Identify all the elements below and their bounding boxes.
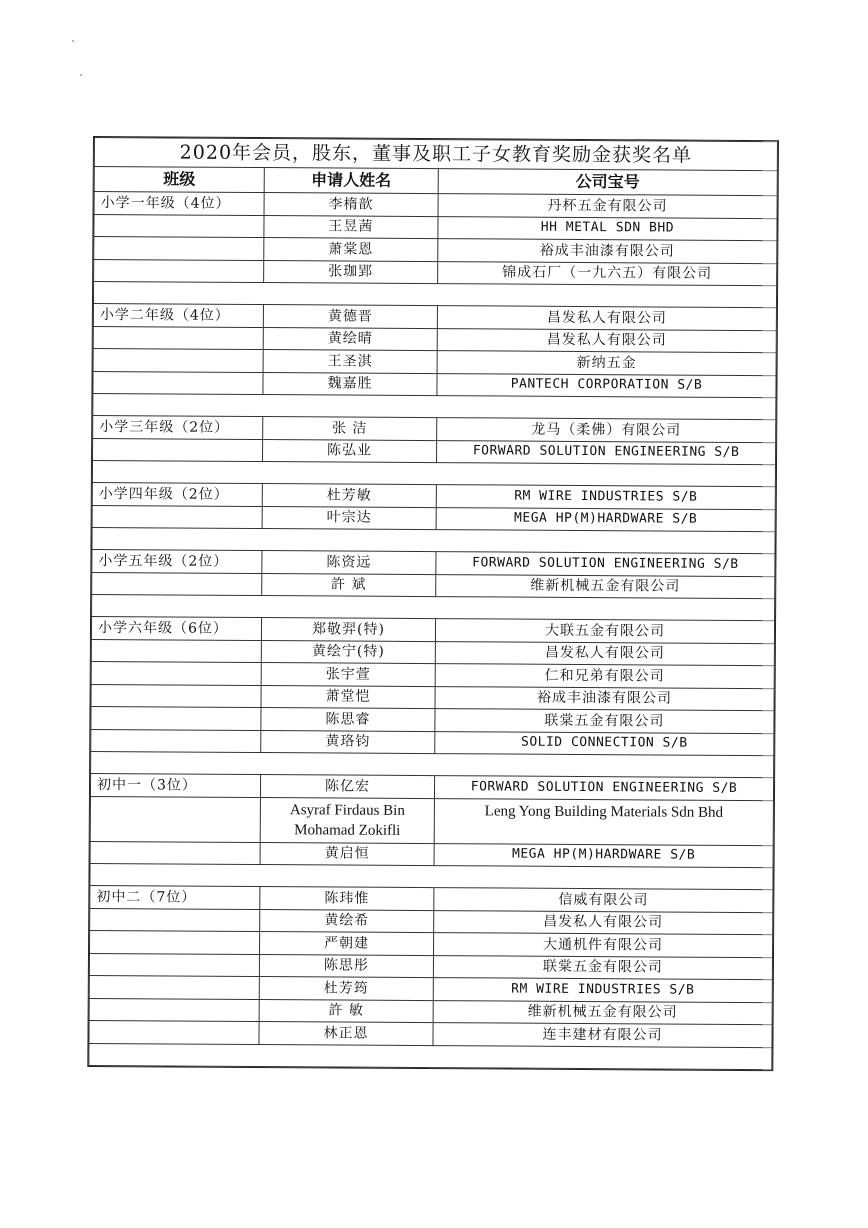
class-label: 初中一（3位）: [90, 773, 260, 797]
applicant-name: 陈弘业: [263, 439, 437, 463]
applicant-name: 陈亿宏: [260, 775, 434, 799]
company-name: 仁和兄弟有限公司: [435, 664, 774, 689]
company-name: 大通机件有限公司: [434, 933, 773, 958]
class-cell-empty: [90, 930, 260, 954]
company-name: 大联五金有限公司: [435, 619, 774, 644]
applicant-name: 許 斌: [262, 573, 436, 597]
applicant-name: 李楕歆: [264, 193, 438, 217]
class-label: 小学五年级（2位）: [92, 550, 262, 574]
applicant-name: 黄绘希: [260, 909, 434, 933]
class-cell-empty: [93, 371, 263, 395]
company-name: 维新机械五金有限公司: [433, 1000, 772, 1025]
company-name: 维新机械五金有限公司: [436, 574, 775, 599]
class-cell-empty: [89, 975, 259, 999]
class-label: 小学六年级（6位）: [91, 617, 261, 641]
company-name: PANTECH CORPORATION S/B: [437, 373, 776, 398]
company-name: 联棠五金有限公司: [433, 955, 772, 980]
company-name: 昌发私人有限公司: [435, 641, 774, 666]
class-cell-empty: [90, 908, 260, 932]
scan-speck: [80, 74, 82, 76]
class-label: 小学一年级（4位）: [94, 192, 264, 216]
applicant-name: 黄绘晴: [263, 327, 437, 351]
class-cell-empty: [92, 505, 262, 529]
company-name: FORWARD SOLUTION ENGINEERING S/B: [434, 776, 773, 801]
class-cell-empty: [94, 259, 264, 283]
class-cell-empty: [91, 684, 261, 708]
company-name: 信威有限公司: [434, 888, 773, 913]
company-name: FORWARD SOLUTION ENGINEERING S/B: [437, 440, 776, 465]
applicant-name: Asyraf Firdaus Bin Mohamad Zokifli: [260, 797, 434, 843]
applicant-name: 黄启恒: [260, 842, 434, 866]
class-cell-empty: [90, 841, 260, 865]
class-cell-empty: [91, 706, 261, 730]
company-name: FORWARD SOLUTION ENGINEERING S/B: [436, 552, 775, 577]
applicant-name: 叶宗达: [262, 506, 436, 530]
company-name: HH METAL SDN BHD: [438, 216, 777, 241]
company-name: 联棠五金有限公司: [435, 709, 774, 734]
company-name: 裕成丰油漆有限公司: [438, 239, 777, 264]
class-cell-empty: [93, 438, 263, 462]
applicant-name: 郑敬羿(特): [261, 618, 435, 642]
applicant-name: 杜芳筠: [259, 977, 433, 1001]
applicant-name: 萧棠恩: [264, 238, 438, 262]
class-cell-empty: [93, 349, 263, 373]
company-name: 裕成丰油漆有限公司: [435, 686, 774, 711]
title-row: [94, 138, 777, 171]
applicant-name: 黄珞钧: [261, 730, 435, 754]
applicant-name: 萧堂恺: [261, 685, 435, 709]
applicant-name: 林正恩: [259, 1022, 433, 1046]
company-name: RM WIRE INDUSTRIES S/B: [436, 485, 775, 510]
company-name: 新纳五金: [437, 351, 776, 376]
class-cell-empty: [89, 1020, 259, 1044]
class-cell-empty: [94, 237, 264, 261]
company-name: MEGA HP(M)HARDWARE S/B: [436, 507, 775, 532]
company-name: SOLID CONNECTION S/B: [435, 731, 774, 756]
class-cell-empty: [91, 639, 261, 663]
spacer-cell: [89, 1043, 772, 1069]
company-name: 昌发私人有限公司: [437, 328, 776, 353]
class-cell-empty: [92, 572, 262, 596]
group-spacer-row: [89, 1043, 772, 1069]
award-rows: [89, 192, 777, 1070]
applicant-name: 张珈郢: [264, 260, 438, 284]
applicant-name: 杜芳敏: [262, 484, 436, 508]
applicant-name: 张 洁: [263, 417, 437, 441]
class-cell-empty: [89, 953, 259, 977]
applicant-name: 魏嘉胜: [263, 372, 437, 396]
applicant-name: 张宇萱: [261, 663, 435, 687]
class-label: 初中二（7位）: [90, 885, 260, 909]
company-name: 连丰建材有限公司: [433, 1023, 772, 1048]
company-name: RM WIRE INDUSTRIES S/B: [433, 978, 772, 1003]
applicant-name: 陈思睿: [261, 708, 435, 732]
scan-speck: [72, 40, 74, 42]
class-label: 小学三年级（2位）: [93, 416, 263, 440]
class-label: 小学二年级（4位）: [93, 304, 263, 328]
header-class: 班级: [94, 167, 264, 193]
company-name: Leng Yong Building Materials Sdn Bhd: [434, 798, 773, 845]
class-cell-empty: [93, 326, 263, 350]
company-name: 丹杯五金有限公司: [438, 194, 777, 219]
header-applicant: 申请人姓名: [264, 168, 438, 194]
applicant-name: 王昱茜: [264, 215, 438, 239]
company-name: 龙马（柔佛）有限公司: [437, 418, 776, 443]
class-cell-empty: [90, 796, 260, 842]
header-company: 公司宝号: [438, 169, 777, 196]
company-name: 昌发私人有限公司: [434, 910, 773, 935]
applicant-name: 黄德晋: [263, 305, 437, 329]
award-table: [88, 137, 778, 1070]
company-name: MEGA HP(M)HARDWARE S/B: [434, 843, 773, 868]
class-cell-empty: [94, 214, 264, 238]
applicant-name: 王圣淇: [263, 350, 437, 374]
class-label: 小学四年级（2位）: [92, 483, 262, 507]
company-name: 昌发私人有限公司: [437, 306, 776, 331]
document-title: 2020年会员，股东，董事及职工子女教育奖励金获奖名单: [94, 138, 777, 171]
applicant-name: 陈资远: [262, 551, 436, 575]
company-name: 锦成石厂（一九六五）有限公司: [438, 261, 777, 286]
applicant-name: 陈思彤: [259, 954, 433, 978]
class-cell-empty: [91, 729, 261, 753]
class-cell-empty: [89, 998, 259, 1022]
class-cell-empty: [91, 661, 261, 685]
award-list-sheet: [87, 136, 779, 1071]
applicant-name: 黄绘宁(特): [261, 640, 435, 664]
applicant-name: 許 敏: [259, 999, 433, 1023]
table-row: [90, 796, 773, 845]
applicant-name: 陈玮惟: [260, 887, 434, 911]
applicant-name: 严朝建: [260, 932, 434, 956]
